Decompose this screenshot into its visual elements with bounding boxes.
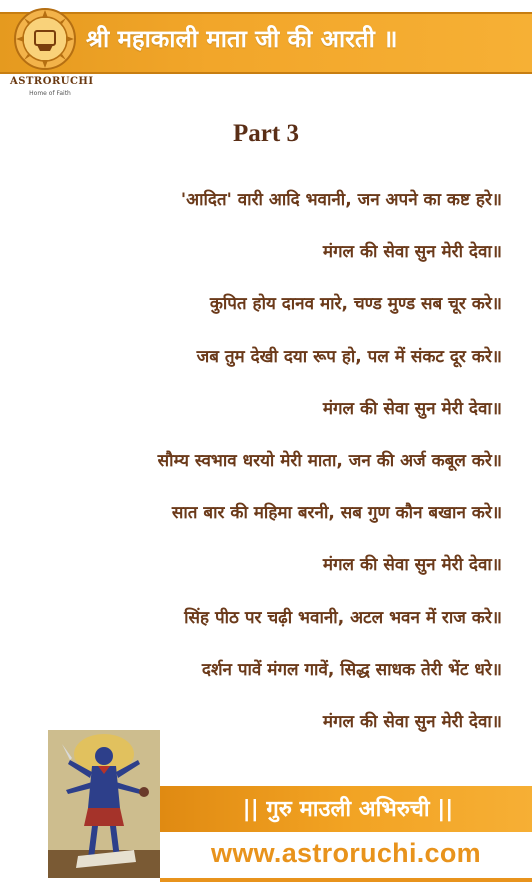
verse-line: 'आदित' वारी आदि भवानी, जन अपने का कष्ट हरे॥ [180,190,502,210]
verse-line: सात बार की महिमा बरनी, सब गुण कौन बखान करे॥ [171,503,502,524]
brand-logo [10,8,94,108]
footer-slogan: || गुरु माउली अभिरुची || [242,797,454,822]
verse-line: सौम्य स्वभाव धरयो मेरी माता, जन की अर्ज कबूल करे॥ [157,450,502,471]
verse-line: सिंह पीठ पर चढ़ी भवानी, अटल भवन में राज करे॥ [184,607,502,628]
verse-line: कुपित होय दानव मारे, चण्ड मुण्ड सब चूर करे॥ [209,294,502,315]
verse-line: मंगल की सेवा सुन मेरी देवा॥ [322,555,502,576]
website-link[interactable]: www.astroruchi.com [211,838,481,868]
verse-line: मंगल की सेवा सुन मेरी देवा॥ [322,398,502,419]
verse-line: मंगल की सेवा सुन मेरी देवा॥ [322,242,502,263]
brand-tagline: Home of Faith [29,90,71,97]
footer-divider [160,878,532,882]
verse-list [22,178,502,752]
goddess-kali-image [48,730,160,878]
page-title: श्री महाकाली माता जी की आरती ॥ [86,25,398,53]
mandala-emblem-icon [14,8,76,70]
verse-line: मंगल की सेवा सुन मेरी देवा॥ [322,711,502,732]
brand-name: ASTRORUCHI [10,76,94,87]
verse-line: दर्शन पावें मंगल गावें, सिद्ध साधक तेरी भेंट धरे॥ [201,659,502,680]
part-heading: Part 3 [233,120,299,147]
verse-line: जब तुम देखी दया रूप हो, पल में संकट दूर करे॥ [196,346,502,367]
